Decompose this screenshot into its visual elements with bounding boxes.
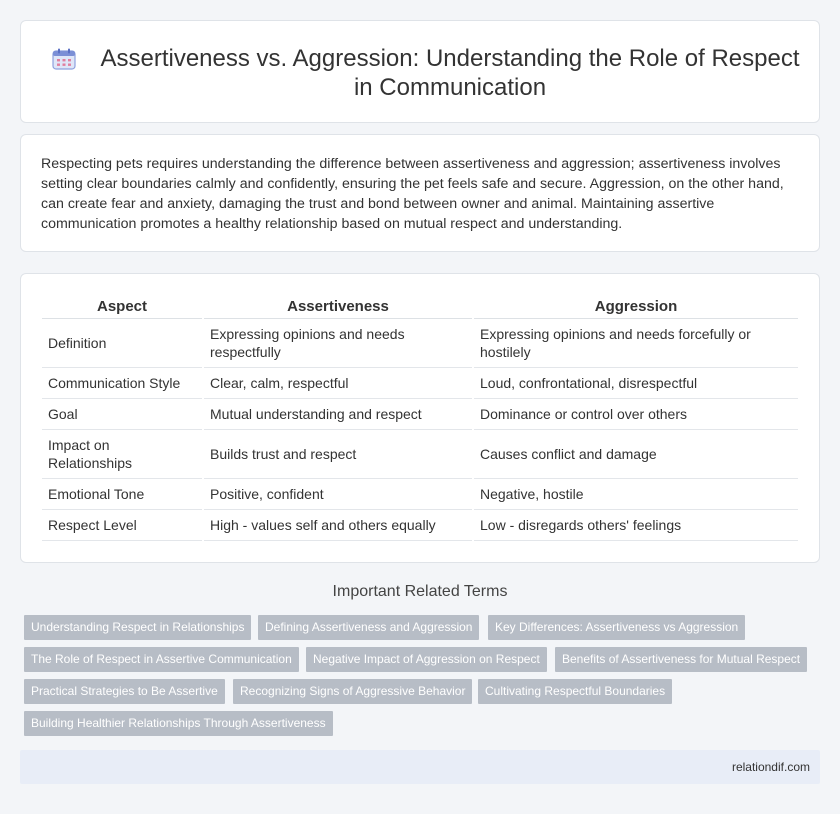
table-row	[42, 398, 798, 429]
comparison-table	[42, 296, 798, 541]
table-cell: Respect Level	[42, 509, 203, 540]
table-cell: Expressing opinions and needs respectfully	[203, 318, 473, 367]
related-terms-title: Important Related Terms	[332, 583, 508, 600]
related-term-tag[interactable]: Recognizing Signs of Aggressive Behavior	[233, 679, 472, 704]
table-cell: Negative, hostile	[473, 478, 798, 509]
related-term-tag[interactable]: Defining Assertiveness and Aggression	[258, 615, 479, 640]
header-assertiveness: Assertiveness	[203, 296, 473, 318]
table-cell: Causes conflict and damage	[473, 429, 798, 478]
footer-site-link[interactable]: relationdif.com	[731, 760, 810, 774]
table-header-row	[42, 296, 798, 318]
page-title-line2: in Communication	[353, 74, 547, 101]
related-term-tag[interactable]: Negative Impact of Aggression on Respect	[306, 647, 547, 672]
table-cell: Positive, confident	[203, 478, 473, 509]
table-cell: Definition	[42, 318, 203, 367]
table-cell: Communication Style	[42, 367, 203, 398]
related-term-tag[interactable]: Cultivating Respectful Boundaries	[478, 679, 672, 704]
table-cell: Clear, calm, respectful	[203, 367, 473, 398]
table-cell: Impact on Relationships	[42, 429, 203, 478]
table-cell: Expressing opinions and needs forcefully or hostilely	[473, 318, 798, 367]
table-cell: Loud, confrontational, disrespectful	[473, 367, 798, 398]
related-term-tag[interactable]: Understanding Respect in Relationships	[24, 615, 251, 640]
table-row	[42, 367, 798, 398]
related-term-tag[interactable]: The Role of Respect in Assertive Communication	[24, 647, 299, 672]
related-term-tag[interactable]: Benefits of Assertiveness for Mutual Respect	[555, 647, 807, 672]
header-aggression: Aggression	[473, 296, 798, 318]
intro-paragraph: Respecting pets requires understanding the difference between assertiveness and aggression; assertiveness involves setting clear boundaries calmly and confidently, ensuring the pet feels safe and secure. Aggression, on the other hand, can create fear and anxiety, damaging the trust and bond between owner and animal. Maintaining assertive communication promotes a healthy relationship based on mutual respect and understanding.	[41, 156, 784, 232]
related-term-tag[interactable]: Key Differences: Assertiveness vs Aggression	[488, 615, 745, 640]
related-term-tag[interactable]: Practical Strategies to Be Assertive	[24, 679, 225, 704]
table-row	[42, 509, 798, 540]
table-cell: Low - disregards others' feelings	[473, 509, 798, 540]
table-cell: Builds trust and respect	[203, 429, 473, 478]
table-cell: Mutual understanding and respect	[203, 398, 473, 429]
table-cell: Emotional Tone	[42, 478, 203, 509]
table-row	[42, 429, 798, 478]
related-term-tag[interactable]: Building Healthier Relationships Through Assertiveness	[24, 711, 333, 736]
table-cell: High - values self and others equally	[203, 509, 473, 540]
table-row	[42, 478, 798, 509]
table-cell: Dominance or control over others	[473, 398, 798, 429]
table-row	[42, 318, 798, 367]
header-aspect: Aspect	[42, 296, 203, 318]
page-title-line1: Assertiveness vs. Aggression: Understanding the Role of Respect	[100, 45, 800, 72]
footer	[20, 750, 820, 784]
page-title	[60, 44, 840, 102]
table-cell: Goal	[42, 398, 203, 429]
